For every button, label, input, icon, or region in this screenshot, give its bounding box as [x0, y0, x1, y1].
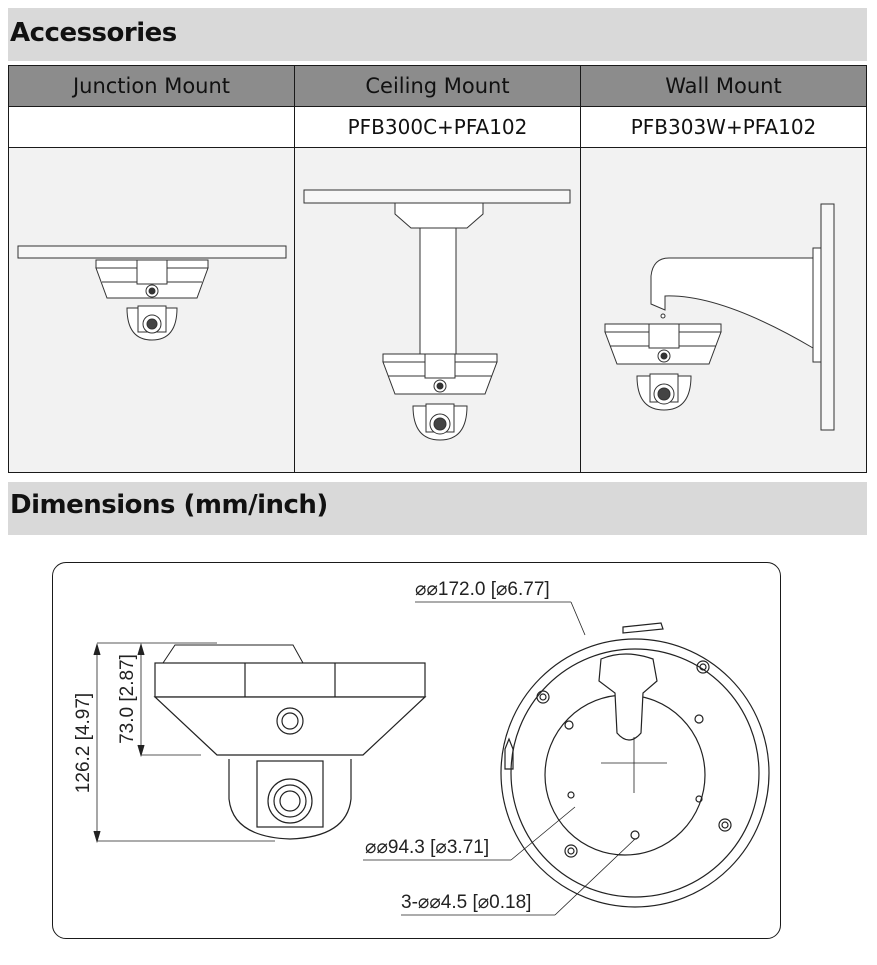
junction-mount-image — [9, 148, 295, 473]
accessories-image-row — [9, 148, 867, 473]
accessories-table — [8, 65, 867, 473]
inner-diameter-label: ⌀⌀94.3 [⌀3.71] — [365, 837, 490, 858]
outer-diameter-label: ⌀⌀172.0 [⌀6.77] — [415, 579, 550, 600]
accessories-header — [8, 8, 867, 61]
dimensions-panel — [52, 562, 781, 939]
column-ceiling-mount: Ceiling Mount — [295, 66, 581, 107]
ceiling-mount-image — [295, 148, 581, 473]
model-wall-mount: PFB303W+PFA102 — [581, 107, 867, 148]
hole-spec-label: 3-⌀⌀4.5 [⌀0.18] — [401, 892, 532, 913]
dimensions-title: Dimensions (mm/inch) — [10, 490, 328, 520]
total-height-label: 126.2 [4.97] — [73, 692, 94, 794]
junction-mount-illustration — [9, 148, 294, 472]
base-height-label: 73.0 [2.87] — [117, 654, 138, 744]
model-ceiling-mount: PFB300C+PFA102 — [295, 107, 581, 148]
column-wall-mount: Wall Mount — [581, 66, 867, 107]
wall-mount-image — [581, 148, 867, 473]
model-junction-mount — [9, 107, 295, 148]
column-junction-mount: Junction Mount — [9, 66, 295, 107]
accessories-header-row — [9, 66, 867, 107]
wall-mount-illustration — [581, 148, 866, 472]
dimensions-header — [8, 482, 867, 535]
accessories-title: Accessories — [10, 18, 177, 48]
ceiling-mount-illustration — [295, 148, 580, 472]
dimensions-drawing — [53, 563, 780, 938]
accessories-model-row — [9, 107, 867, 148]
